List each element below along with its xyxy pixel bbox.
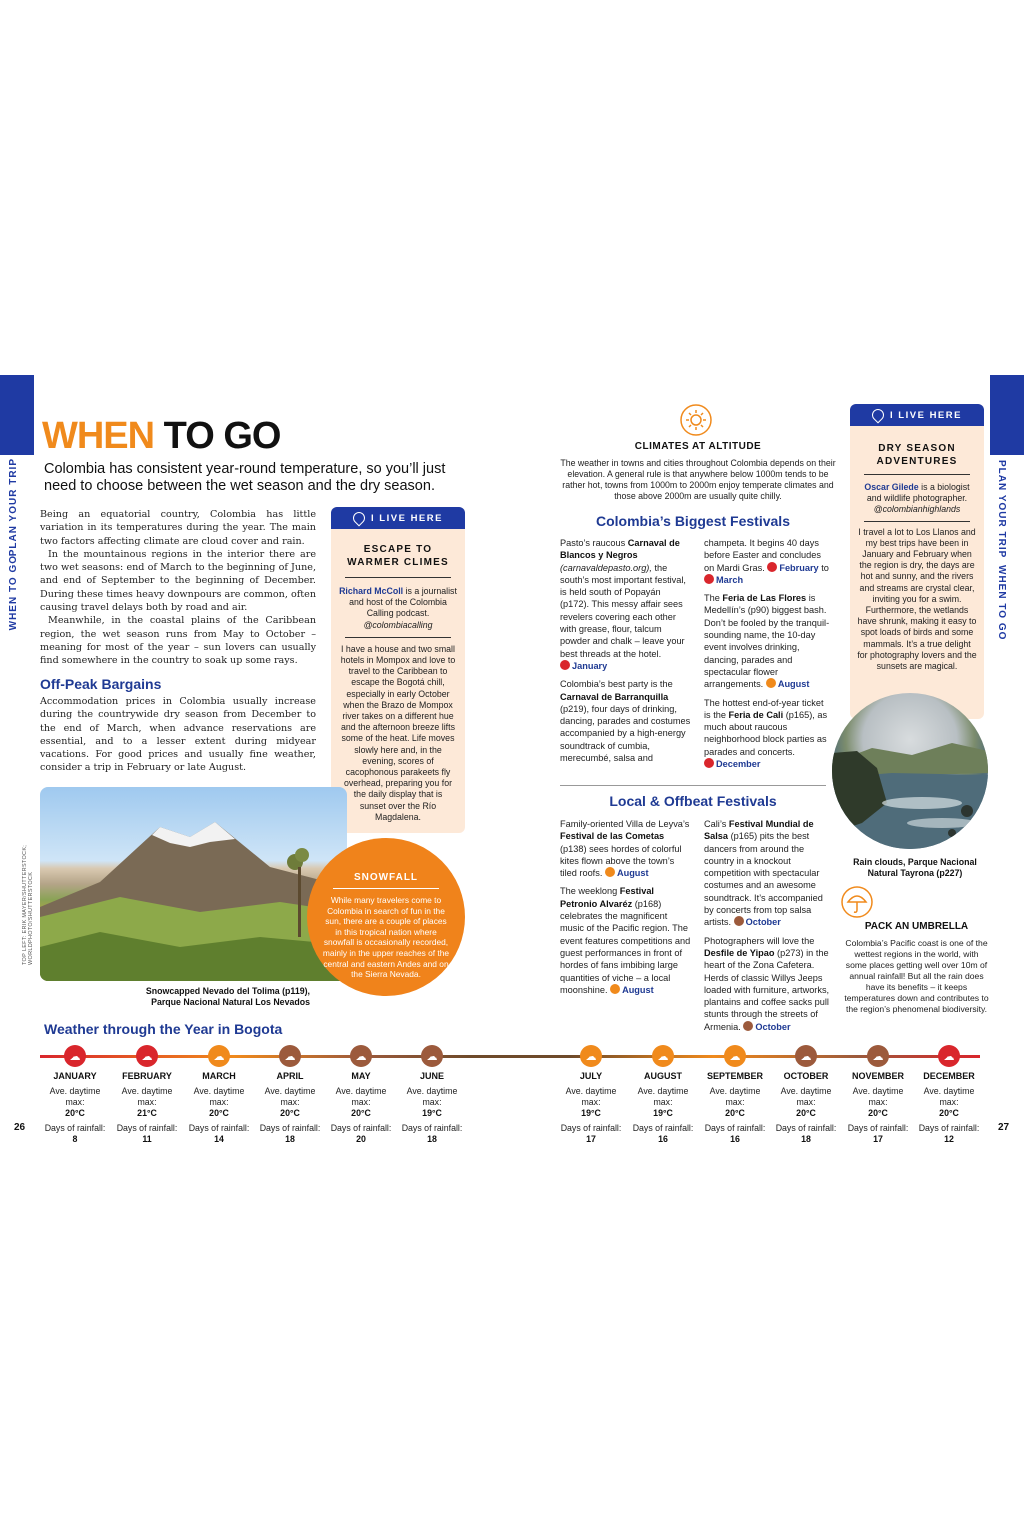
page-number-right: 27	[998, 1122, 1010, 1133]
month-name: DECEMBER	[923, 1071, 975, 1081]
rain-value: 17	[586, 1134, 596, 1144]
rain-value: 18	[801, 1134, 811, 1144]
rain-label: Days of rainfall:	[847, 1123, 909, 1133]
month-name: JUNE	[419, 1071, 444, 1081]
rain-value: 18	[427, 1134, 437, 1144]
temp-value: 19°C	[653, 1108, 673, 1118]
month-september	[700, 1045, 770, 1145]
tayrona-photo	[832, 693, 988, 849]
escape-box-author: Richard McColl is a journalist and host of the Colombia Calling podcast. @colombiacalling	[339, 586, 457, 630]
month-may	[326, 1045, 396, 1145]
rain-value: 18	[285, 1134, 295, 1144]
temp-label: Ave. daytime max:	[121, 1086, 173, 1107]
dry-box-text: I travel a lot to Los Llanos and my best trips have been in January and February when the region is dry, the days are hot and sunny, and the rivers and streams are crystal clear, inviting you for a swim. Furthermore, the wetlands have shrunk, making it easy to spot loads of birds and some mammals. It’s a true delight for photography lovers and the sunsets are magical.	[857, 526, 977, 672]
biggest-title: Colombia’s Biggest Festivals	[596, 513, 790, 529]
rain-label: Days of rainfall:	[330, 1123, 392, 1133]
temp-label: Ave. daytime max:	[852, 1086, 904, 1107]
escape-box-text: I have a house and two small hotels in Mompox and love to travel to the Caribbean to escape the Bogotá chill, especially in early October when the Brazo de Mompox river takes on a different hue and the afternoon breeze lifts some of the heat. Life moves slowly here and, in the evening, scores of cacophonous parakeets fly overhead, preparing you for the daily display that is sunset over the Río Magdalena.	[340, 643, 456, 822]
photo1-credit: TOP LEFT: ERIK MAYER/SHUTTERSTOCK; WORLDPHOTO/SHUTTERSTOCK	[22, 844, 34, 965]
month-name: AUGUST	[644, 1071, 682, 1081]
rain-value: 14	[214, 1134, 224, 1144]
offbeat-col2: Cali’s Festival Mundial de Salsa (p165) pits the best dancers from around the country in a knockout competition with spectacular costumes and an awesome soundtrack. It’s accompanied by concerts from top salsa artists. October Photographers will love the Desfile de Yipao (p273) in the heart of the Zona Cafetera. Herds of classic Willys Jeeps loaded with furniture, artworks, plantains and coffee sacks pull stunts through the streets of Armenia. October	[704, 819, 830, 1032]
calendar-icon	[704, 758, 714, 768]
temp-label: Ave. daytime max:	[193, 1086, 245, 1107]
temp-value: 20°C	[725, 1108, 745, 1118]
rain-label: Days of rainfall:	[188, 1123, 250, 1133]
weather-icon: ☁	[64, 1045, 86, 1067]
calendar-icon	[734, 916, 744, 926]
photo2-caption: Rain clouds, Parque Nacional Natural Tayrona (p227)	[853, 857, 977, 878]
month-name: OCTOBER	[783, 1071, 829, 1081]
rain-label: Days of rainfall:	[632, 1123, 694, 1133]
biggest-col1: Pasto’s raucous Carnaval de Blancos y Negros (carnavaldepasto.org), the south’s most important festival, is held south of Popayán (p172). This messy affair sees revelers covering each other with grease, flour, talcum powder and chalk – leave your best threads at the hotel. January Colombia’s best party is the Carnaval de Barranquilla (p219), four days of drinking, dancing, parades and costumes accompanied by a high-energy soundtrack of cumbia, merecumbé, salsa and	[560, 538, 691, 764]
calendar-icon	[610, 984, 620, 994]
month-april	[255, 1045, 325, 1145]
timeline-mid	[470, 1055, 570, 1058]
offbeat-title: Local & Offbeat Festivals	[609, 793, 777, 809]
weather-icon: ☁	[795, 1045, 817, 1067]
month-info	[843, 1086, 913, 1145]
offpeak-title: Off-Peak Bargains	[40, 676, 162, 692]
month-info	[700, 1086, 770, 1145]
page-title: WHEN TO GO	[42, 415, 281, 457]
month-name: NOVEMBER	[851, 1071, 904, 1081]
month-name: SEPTEMBER	[706, 1071, 763, 1081]
nevado-photo	[40, 787, 347, 981]
weather-icon: ☁	[208, 1045, 230, 1067]
escape-box-title: ESCAPE TO WARMER CLIMES	[347, 544, 449, 568]
temp-value: 19°C	[422, 1108, 442, 1118]
rain-label: Days of rainfall:	[116, 1123, 178, 1133]
month-name: FEBRUARY	[122, 1071, 172, 1081]
weather-icon: ☁	[867, 1045, 889, 1067]
calendar-icon	[767, 562, 777, 572]
escape-box	[331, 507, 465, 833]
rain-label: Days of rainfall:	[44, 1123, 106, 1133]
calendar-icon	[766, 678, 776, 688]
dry-season-box	[850, 404, 984, 719]
biggest-col2: champeta. It begins 40 days before Easter and concludes on Mardi Gras. February to March The Feria de Las Flores is Medellín’s (p90) biggest bash. Don’t be fooled by the tranquil-sounding name, the 10-day event involves drinking, dancing, parades and spectacular flower arrangements. August The hottest end-of-year ticket is the Feria de Cali (p165), as much about raucous neighborhood block parties as parades and concerts. December	[704, 538, 830, 770]
offbeat-col1: Family-oriented Villa de Leyva’s Festival de las Cometas (p138) sees hordes of colorful kites flown above the town’s tiled roofs. August The weeklong Festival Petronio Alvaréz (p168) celebrates the magnificent music of the Pacific region. The event features competitions and guest performances in front of hordes of fans imbibing large quantities of viche – a local moonshine. August	[560, 819, 691, 995]
month-info	[184, 1086, 254, 1145]
temp-label: Ave. daytime max:	[335, 1086, 387, 1107]
left-side-tab-label: PLAN YOUR TRIP	[8, 458, 19, 557]
body-text: Being an equatorial country, Colombia has little variation in its temperatures during the year. The main two factors affecting climate are cloud cover and rain. In the mountainous regions in the interior there are two wet seasons: end of March to the beginning of June, and end of September to the beginning of December. During these times heavy downpours are common, often causing travel delays both by road and air. Meanwhile, in the coastal plains of the Caribbean region, the wet season runs from May to October – meaning for most of the year – sun lovers can usually find somewhere in the country to soak up some rays.	[40, 509, 316, 667]
month-february	[112, 1045, 182, 1145]
pin-icon	[870, 407, 887, 424]
temp-value: 20°C	[796, 1108, 816, 1118]
rain-label: Days of rainfall:	[918, 1123, 980, 1133]
month-name: MARCH	[202, 1071, 236, 1081]
temp-value: 21°C	[137, 1108, 157, 1118]
rain-label: Days of rainfall:	[775, 1123, 837, 1133]
umbrella-icon	[841, 886, 873, 918]
month-january	[40, 1045, 110, 1145]
rain-value: 12	[944, 1134, 954, 1144]
month-info	[326, 1086, 396, 1145]
left-when-label: WHEN TO GO	[8, 555, 19, 631]
month-info	[628, 1086, 698, 1145]
rain-value: 17	[873, 1134, 883, 1144]
left-side-tab	[0, 375, 34, 455]
month-june	[397, 1045, 467, 1145]
month-october	[771, 1045, 841, 1145]
calendar-icon	[560, 660, 570, 670]
intro-text: Colombia has consistent year-round temperature, so you’ll just need to choose between the wet season and the dry season.	[44, 461, 446, 494]
rain-value: 16	[730, 1134, 740, 1144]
weather-icon: ☁	[724, 1045, 746, 1067]
weather-icon: ☁	[938, 1045, 960, 1067]
month-info	[40, 1086, 110, 1145]
temp-value: 20°C	[280, 1108, 300, 1118]
month-march	[184, 1045, 254, 1145]
dry-box-title: DRY SEASON ADVENTURES	[876, 443, 958, 467]
altitude-title: CLIMATES AT ALTITUDE	[634, 441, 762, 452]
calendar-icon	[704, 574, 714, 584]
calendar-icon	[605, 867, 615, 877]
rain-label: Days of rainfall:	[560, 1123, 622, 1133]
rain-value: 11	[142, 1134, 152, 1144]
right-side-tab-label: PLAN YOUR TRIP	[996, 460, 1007, 559]
temp-value: 20°C	[868, 1108, 888, 1118]
month-info	[397, 1086, 467, 1145]
month-name: JANUARY	[53, 1071, 97, 1081]
rain-value: 16	[658, 1134, 668, 1144]
mountain-illustration	[40, 787, 347, 981]
calendar-icon	[743, 1021, 753, 1031]
offpeak-text: Accommodation prices in Colombia usually increase during the countrywide dry season from December to the end of March, when advance reservations are essential, and to a lesser extent during midyear vacations. For good prices and usually fine weather, consider a trip in February or late August.	[40, 696, 316, 774]
snowfall-title: SNOWFALL	[353, 872, 419, 883]
altitude-text: The weather in towns and cities throughout Colombia depends on their elevation. A general rule is that anywhere below 1000m tends to be rather hot, towns from 1000m to 2000m enjoy temperate climates and those above 2000m are usually quite chilly.	[560, 458, 836, 501]
umbrella-title: PACK AN UMBRELLA	[864, 921, 969, 932]
snowfall-circle	[307, 838, 465, 996]
temp-label: Ave. daytime max:	[49, 1086, 101, 1107]
temp-value: 20°C	[351, 1108, 371, 1118]
sun-icon	[680, 404, 712, 436]
rain-label: Days of rainfall:	[704, 1123, 766, 1133]
month-december	[914, 1045, 984, 1145]
right-side-tab	[990, 375, 1024, 455]
rain-label: Days of rainfall:	[401, 1123, 463, 1133]
weather-icon: ☁	[652, 1045, 674, 1067]
month-name: JULY	[579, 1071, 603, 1081]
temp-value: 20°C	[939, 1108, 959, 1118]
month-info	[771, 1086, 841, 1145]
temp-label: Ave. daytime max:	[406, 1086, 458, 1107]
month-name: MAY	[351, 1071, 371, 1081]
month-info	[112, 1086, 182, 1145]
umbrella-text: Colombia’s Pacific coast is one of the wettest regions in the world, with some places getting well over 10m of annual rainfall! But all the rain does have its benefits – it keeps temperatures down and contributes to the region’s phenomenal biodiversity.	[844, 938, 989, 1014]
weather-icon: ☁	[279, 1045, 301, 1067]
rain-value: 8	[72, 1134, 78, 1144]
escape-box-header: I LIVE HERE	[331, 507, 465, 529]
photo1-caption: Snowcapped Nevado del Tolima (p119), Parque Nacional Natural Los Nevados	[145, 986, 310, 1007]
rain-label: Days of rainfall:	[259, 1123, 321, 1133]
festival-divider	[560, 785, 826, 786]
temp-label: Ave. daytime max:	[637, 1086, 689, 1107]
month-august	[628, 1045, 698, 1145]
right-when-label: WHEN TO GO	[996, 565, 1007, 641]
temp-label: Ave. daytime max:	[709, 1086, 761, 1107]
weather-icon: ☁	[350, 1045, 372, 1067]
weather-icon: ☁	[580, 1045, 602, 1067]
dry-box-header: I LIVE HERE	[850, 404, 984, 426]
pin-icon	[351, 510, 368, 527]
month-info	[914, 1086, 984, 1145]
temp-value: 20°C	[209, 1108, 229, 1118]
weather-title: Weather through the Year in Bogota	[44, 1021, 283, 1037]
coast-illustration	[832, 693, 988, 849]
temp-label: Ave. daytime max:	[780, 1086, 832, 1107]
month-name: APRIL	[276, 1071, 304, 1081]
month-july	[556, 1045, 626, 1145]
temp-value: 19°C	[581, 1108, 601, 1118]
weather-icon: ☁	[421, 1045, 443, 1067]
temp-label: Ave. daytime max:	[565, 1086, 617, 1107]
temp-label: Ave. daytime max:	[923, 1086, 975, 1107]
weather-icon: ☁	[136, 1045, 158, 1067]
temp-label: Ave. daytime max:	[264, 1086, 316, 1107]
rain-value: 20	[356, 1134, 366, 1144]
page-number-left: 26	[14, 1122, 26, 1133]
month-info	[556, 1086, 626, 1145]
month-info	[255, 1086, 325, 1145]
snowfall-text: While many travelers come to Colombia in search of fun in the sun, there are a couple of places in this tropical nation where snowfall is occasionally recorded, mainly in the upper reaches of the central and eastern Andes and on the Sierra Nevada.	[322, 895, 450, 980]
month-november	[843, 1045, 913, 1145]
dry-box-author: Oscar Gilede is a biologist and wildlife photographer. @colombianhighlands	[864, 482, 970, 515]
temp-value: 20°C	[65, 1108, 85, 1118]
